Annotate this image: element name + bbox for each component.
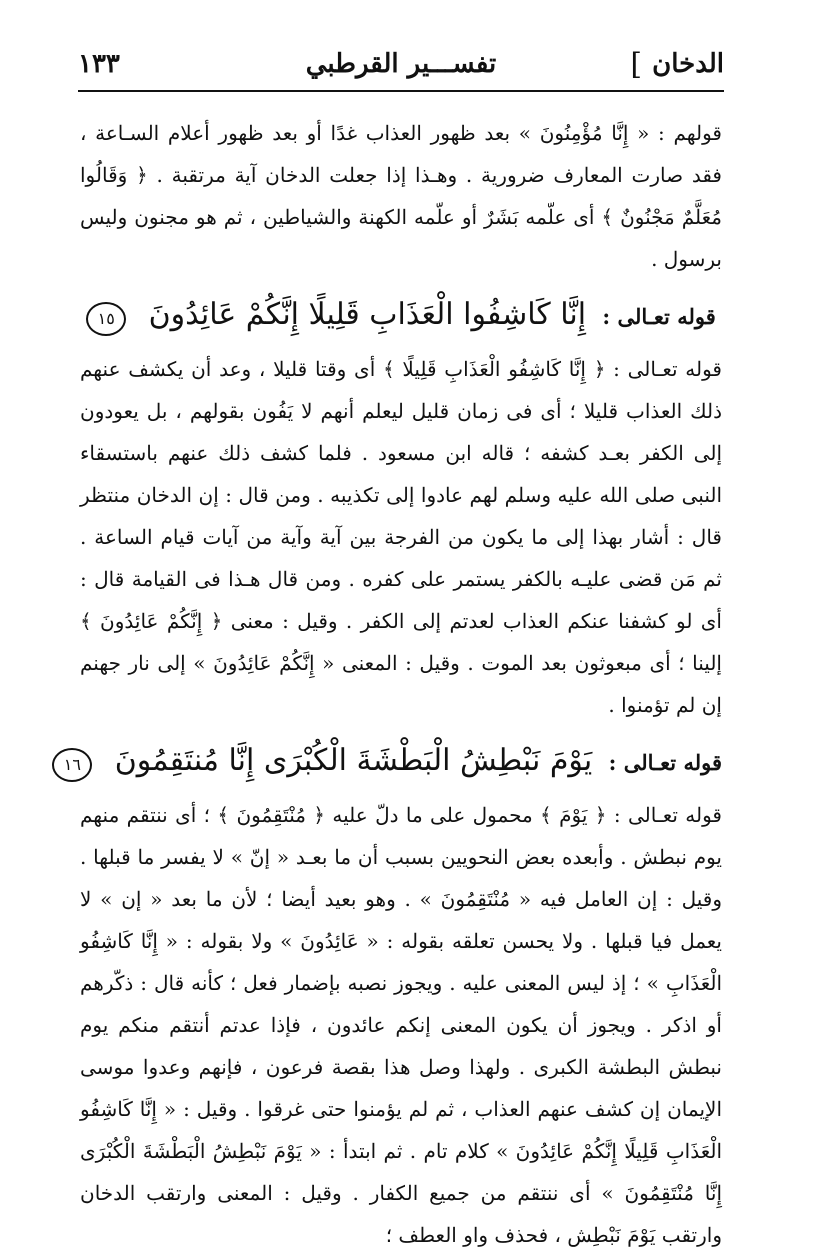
page-number: ١٣٣ xyxy=(78,49,120,79)
surah-title xyxy=(630,47,724,82)
body-text xyxy=(63,112,723,1256)
verse-16-heading xyxy=(63,740,722,784)
verse-15-heading xyxy=(80,294,722,338)
verse-15-intro: قوله تعـالى : xyxy=(602,304,716,329)
verse-16-number: ١٦ xyxy=(52,748,92,782)
header-rule xyxy=(78,90,724,92)
book-title: تفســـير القرطبي xyxy=(305,49,497,79)
verse-16-intro: قوله تعـالى : xyxy=(608,750,722,775)
verse-16-text: يَوْمَ نَبْطِشُ الْبَطْشَةَ الْكُبْرَى إِنَّا مُنتَقِمُونَ xyxy=(114,743,593,778)
paragraph-2: قوله تعـالى : ﴿ إِنَّا كَاشِفُو الْعَذَابِ قَلِيلًا ﴾ أى وقتا قليلا ، وعد أن يكشف عنهم ذلك العذاب قليلا ؛ أى فى زمان قليل ليعلم أنهم لا يَفُون بقولهم ، بل يعودون إلى الكفر بعـد كشفه ؛ قاله ابن مسعود . فلما كشف ذلك عنهم باستسقاء النبى صلى الله عليه وسلم لهم عادوا إلى تكذيبه . ومن قال : إن الدخان منتظر قال : أشار بهذا إلى ما يكون من الفرجة بين آية وآية من آيات قيام الساعة . ثم مَن قضى عليـه بالكفر يستمر على كفره . ومن قال هـذا فى القيامة قال : أى لو كشفنا عنكم العذاب لعدتم إلى الكفر . وقيل : معنى ﴿ إِنَّكُمْ عَائِدُونَ ﴾ إلينا ؛ أى مبعوثون بعد الموت . وقيل : المعنى « إِنَّكُمْ عَائِدُونَ » إلى نار جهنم إن لم تؤمنوا . xyxy=(80,357,722,717)
verse-15-number: ١٥ xyxy=(86,302,126,336)
surah-name: الدخان xyxy=(652,49,724,79)
paragraph-1: قولهم : « إِنَّا مُؤْمِنُونَ » بعد ظهور العذاب غدًا أو بعد ظهور أعلام السـاعة ، فقد صارت المعارف ضرورية . وهـذا إذا جعلت الدخان آية مرتقبة . ﴿ وَقَالُوا مُعَلَّمٌ مَجْنُونٌ ﴾ أى علّمه بَشَرٌ أو علّمه الكهنة والشياطين ، ثم هو مجنون وليس برسول . xyxy=(80,121,722,271)
surah-bracket: ] xyxy=(630,46,643,82)
verse-15-text: إِنَّا كَاشِفُوا الْعَذَابِ قَلِيلًا إِنَّكُمْ عَائِدُونَ xyxy=(148,297,587,332)
paragraph-3: قوله تعـالى : ﴿ يَوْمَ ﴾ محمول على ما دلّ عليه ﴿ مُنْتَقِمُونَ ﴾ ؛ أى ننتقم منهم يوم نبطش . وأبعده بعض النحويين بسبب أن ما بعـد « إنّ » لا يفسر ما قبلها . وقيل : إن العامل فيه « مُنْتَقِمُونَ » . وهو بعيد أيضا ؛ لأن ما بعد « إن » لا يعمل فيا قبلها . ولا يحسن تعلقه بقوله : « عَائِدُونَ » ولا بقوله : « إِنَّا كَاشِفُو الْعَذَابِ » ؛ إذ ليس المعنى عليه . ويجوز نصبه بإضمار فعل ؛ كأنه قال : ذكّرهم أو اذكر . ويجوز أن يكون المعنى إنكم عائدون ، فإذا عدتم أنتقم منكم يوم نبطش البطشة الكبرى . ولهذا وصل هذا بقصة فرعون ، فإنهم وعدوا موسى الإيمان إن كشف عنهم العذاب ، ثم لم يؤمنوا حتى غرقوا . وقيل : « إِنَّا كَاشِفُو الْعَذَابِ قَلِيلًا إِنَّكُمْ عَائِدُونَ » كلام تام . ثم ابتدأ : « يَوْمَ نَبْطِشُ الْبَطْشَةَ الْكُبْرَى إِنَّا مُنْتَقِمُونَ » أى ننتقم من جميع الكفار . وقيل : المعنى وارتقب الدخان وارتقب يَوْمَ نَبْطِش ، فحذف واو العطف ؛ xyxy=(80,803,723,1247)
running-head xyxy=(78,42,724,86)
